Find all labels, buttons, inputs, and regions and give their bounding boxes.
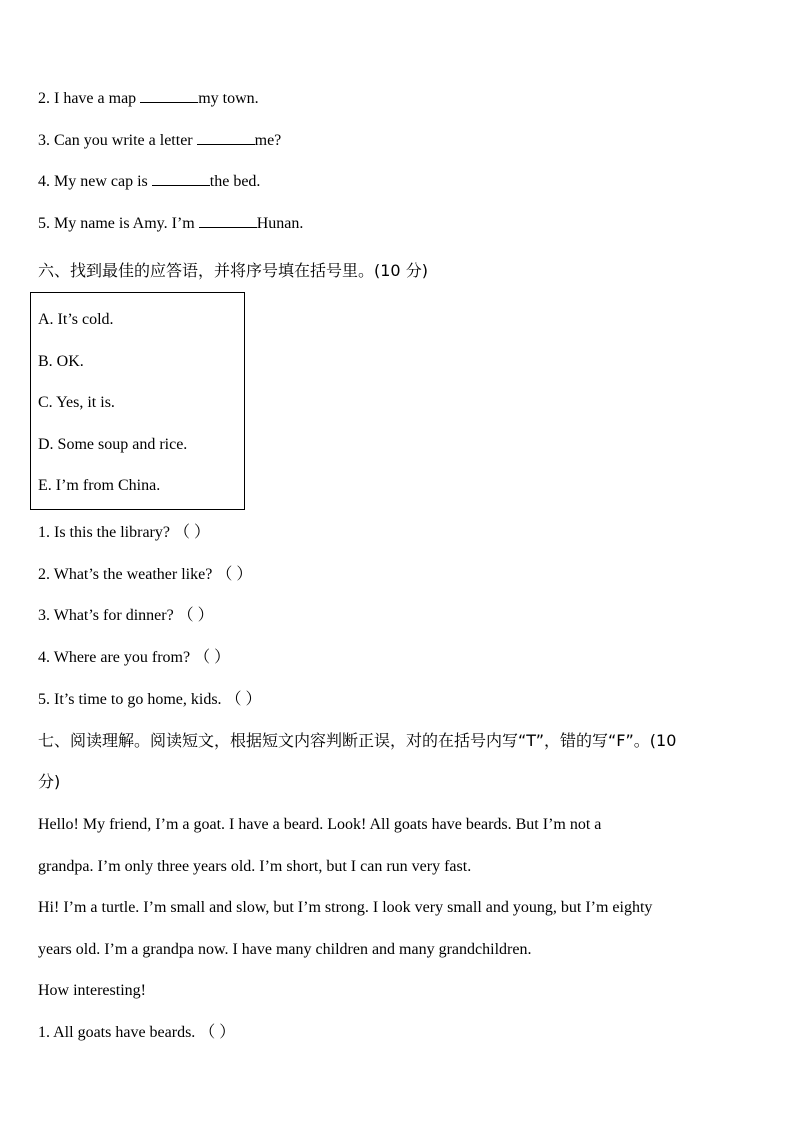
fill-blank-item [38, 171, 260, 192]
question-text: 4. Where are you from? [38, 649, 191, 666]
answer-blank [197, 130, 255, 145]
fill-blank-text: Hunan. [256, 215, 304, 232]
answer-option: B. OK. [38, 353, 84, 370]
fill-blank-text: 2. I have a map [38, 90, 141, 107]
answer-parentheses: （ ） [225, 691, 262, 708]
section-heading: 七、阅读理解。阅读短文，根据短文内容判断正误，对的在括号内写“T”，错的写“F”。(10 [38, 731, 677, 750]
passage-line: Hello! My friend, I’m a goat. I have a beard. Look! All goats have beards. But I’m not a [38, 816, 602, 833]
answer-parentheses: （ ） [173, 524, 210, 541]
answer-option: A. It’s cold. [38, 311, 114, 328]
answer-parentheses: （ ） [177, 607, 214, 624]
question-text: 5. It’s time to go home, kids. [38, 691, 222, 708]
passage-line: years old. I’m a grandpa now. I have many children and many grandchildren. [38, 941, 532, 958]
question-item [38, 690, 262, 710]
answer-blank [199, 213, 257, 228]
question-item [38, 565, 252, 585]
fill-blank-item [38, 213, 303, 234]
question-item [38, 606, 214, 626]
section-heading: 六、找到最佳的应答语，并将序号填在括号里。(10 分) [38, 261, 428, 280]
answer-parentheses: （ ） [216, 566, 253, 583]
question-text: 1. All goats have beards. [38, 1024, 196, 1041]
answer-options-box [30, 292, 245, 510]
fill-blank-item [38, 130, 281, 151]
question-item [38, 523, 210, 543]
answer-parentheses: （ ） [199, 1024, 236, 1041]
answer-option: E. I’m from China. [38, 477, 161, 494]
fill-blank-text: my town. [198, 90, 259, 107]
answer-option: C. Yes, it is. [38, 394, 115, 411]
fill-blank-text: 3. Can you write a letter [38, 132, 197, 149]
fill-blank-text: me? [254, 132, 282, 149]
question-item [38, 648, 230, 668]
question-text: 2. What’s the weather like? [38, 566, 213, 583]
passage-line: Hi! I’m a turtle. I’m small and slow, but I’m strong. I look very small and young, but I’m eighty [38, 899, 653, 916]
question-item [38, 1023, 235, 1043]
answer-blank [152, 171, 210, 186]
fill-blank-text: 5. My name is Amy. I’m [38, 215, 199, 232]
passage-line: grandpa. I’m only three years old. I’m short, but I can run very fast. [38, 858, 472, 875]
answer-parentheses: （ ） [194, 649, 231, 666]
fill-blank-text: 4. My new cap is [38, 173, 152, 190]
passage-line: How interesting! [38, 982, 146, 999]
fill-blank-item [38, 88, 259, 109]
answer-option: D. Some soup and rice. [38, 436, 188, 453]
question-text: 1. Is this the library? [38, 524, 170, 541]
section-heading-continued: 分) [38, 772, 61, 791]
answer-blank [140, 88, 198, 103]
question-text: 3. What’s for dinner? [38, 607, 174, 624]
fill-blank-text: the bed. [209, 173, 261, 190]
